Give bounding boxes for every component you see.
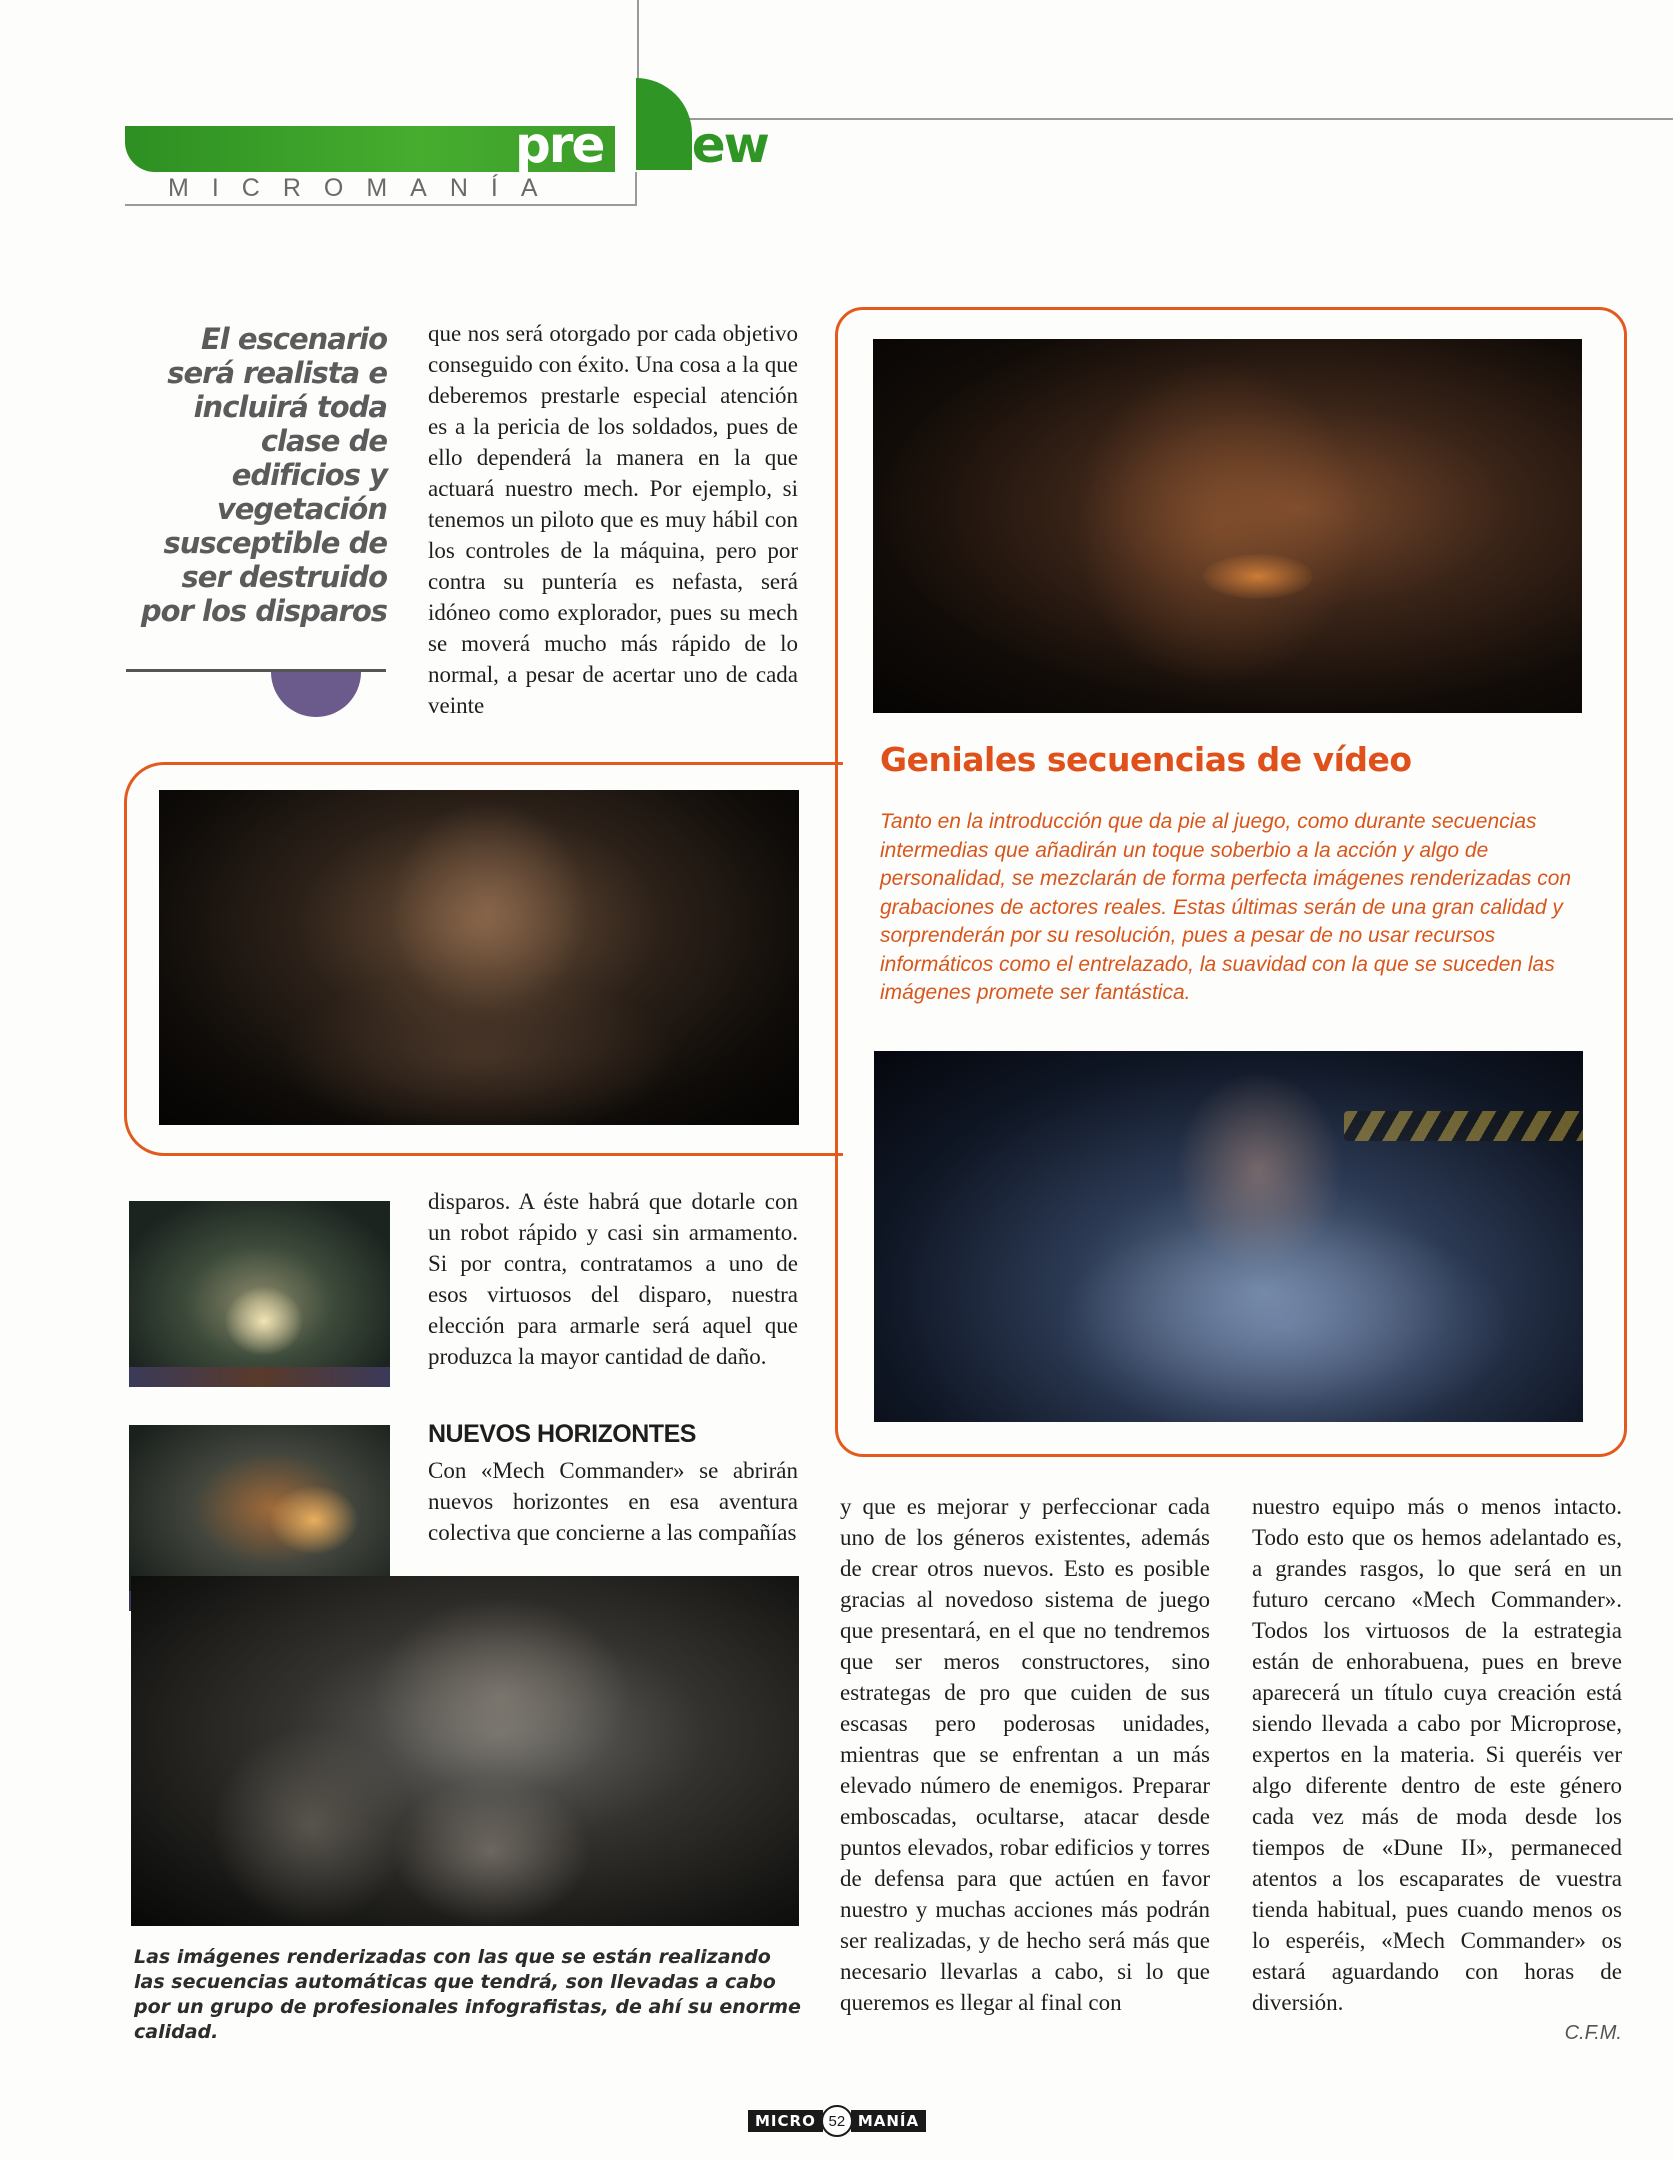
sidebar-text: Tanto en la introducción que da pie al juego, como durante secuencias intermedias que añadirán un toque soberbio a la acción y algo de personalidad, se mezclarán de forma perfecta imágenes renderizadas con grabaciones de actores reales. Estas últimas serán de una gran calidad y sorprenderán por su resolución, pues a pesar de no usar recursos informáticos como el entrelazado, la suavidad con la que se suceden las imágenes promete ser fantástica. (880, 810, 1572, 1004)
author-signature: C.F.M. (1564, 2022, 1622, 2044)
page-footer (748, 2108, 926, 2134)
article-column-3-text: Con «Mech Commander» se abrirán nuevos horizontes en esa aventura colectiva que concierne a las compañías (428, 1458, 798, 1545)
sidebar-title: Geniales secuencias de vídeo (880, 740, 1412, 779)
mech-render-image (131, 1576, 799, 1926)
section-label-view: view (646, 116, 768, 174)
pull-quote-ornament (271, 672, 361, 717)
magazine-name: MICROMANÍA (168, 174, 561, 202)
article-column-3 (428, 1420, 798, 1548)
gameplay-screenshot-1 (129, 1201, 390, 1387)
article-column-5-text: nuestro equipo más o menos intacto. Todo esto que os hemos adelantado es, a grandes rasgos, lo que será en un futuro cercano «Mech Commander». Todos los virtuosos de la estrategia están de enhorabuena, pues en breve aparecerá un título cuya creación está siendo llevada a cabo por Microprose, expertos en la materia. Si queréis ver algo diferente dentro de este género cada vez más de moda desde los tiempos de «Dune II», permaneced atentos a los escaparates de vuestra tienda habitual, pues cuando menos os lo esperéis, «Mech Commander» os estará aguardando con horas de diversión. (1252, 1494, 1622, 2015)
article-column-2: disparos. A éste habrá que dotarle con un robot rápido y casi sin armamento. Si por contra, contratamos a uno de esos virtuosos del disparo, nuestra elección para armarle será aquel que produzca la mayor cantidad de daño. (428, 1189, 798, 1369)
pull-quote: El escenario será realista e incluirá toda clase de edificios y vegetación susceptible de ser destruido por los disparos (140, 322, 387, 628)
article-column-5 (1252, 1491, 1622, 2045)
article-column-4: y que es mejorar y perfeccionar cada uno de los géneros existentes, además de crear otros nuevos. Esto es posible gracias al novedoso sistema de juego que presentará, en el que no tendremos que ser meros constructores, sino estrategas de pro que cuiden de sus escasas pero poderosas unidades, mientras que se enfrentan a un más elevado número de enemigos. Preparar emboscadas, ocultarse, atacar desde puntos elevados, robar edificios y torres de defensa para que actúen en favor nuestro y muchas acciones más podrán ser realizadas, y de hecho será más que necesario llevarlas a cabo, si lo que queremos es llegar al final con (840, 1494, 1210, 2015)
screenshot-actor-shout (159, 790, 799, 1125)
header-rule (650, 118, 1673, 120)
screenshot-pilot-radio (874, 1051, 1583, 1422)
footer-logo-right: MANÍA (851, 2110, 926, 2132)
page-number: 52 (821, 2105, 853, 2137)
article-column-1: que nos será otorgado por cada objetivo conseguido con éxito. Una cosa a la que deberemos prestarle especial atención es a la pericia de los soldados, pues de ello dependerá la manera en la que actuará nuestro mech. Por ejemplo, si tenemos un piloto que es muy hábil con los controles de la máquina, pero por contra su puntería es nefasta, será idóneo como explorador, pues su mech se moverá mucho más rápido de lo normal, a pesar de acertar uno de cada veinte (428, 321, 798, 718)
section-heading: NUEVOS HORIZONTES (428, 1420, 696, 1448)
section-label-pre: pre (515, 116, 604, 174)
footer-logo-left: MICRO (748, 2110, 823, 2132)
screenshot-actor-scream (873, 339, 1582, 713)
magazine-divider (635, 172, 637, 206)
image-caption: Las imágenes renderizadas con las que se están realizando las secuencias automáticas que tendrá, son llevadas a cabo por un grupo de profesionales infografistas, de ahí su enorme calidad. (134, 1946, 801, 2043)
magazine-underline (125, 204, 637, 206)
